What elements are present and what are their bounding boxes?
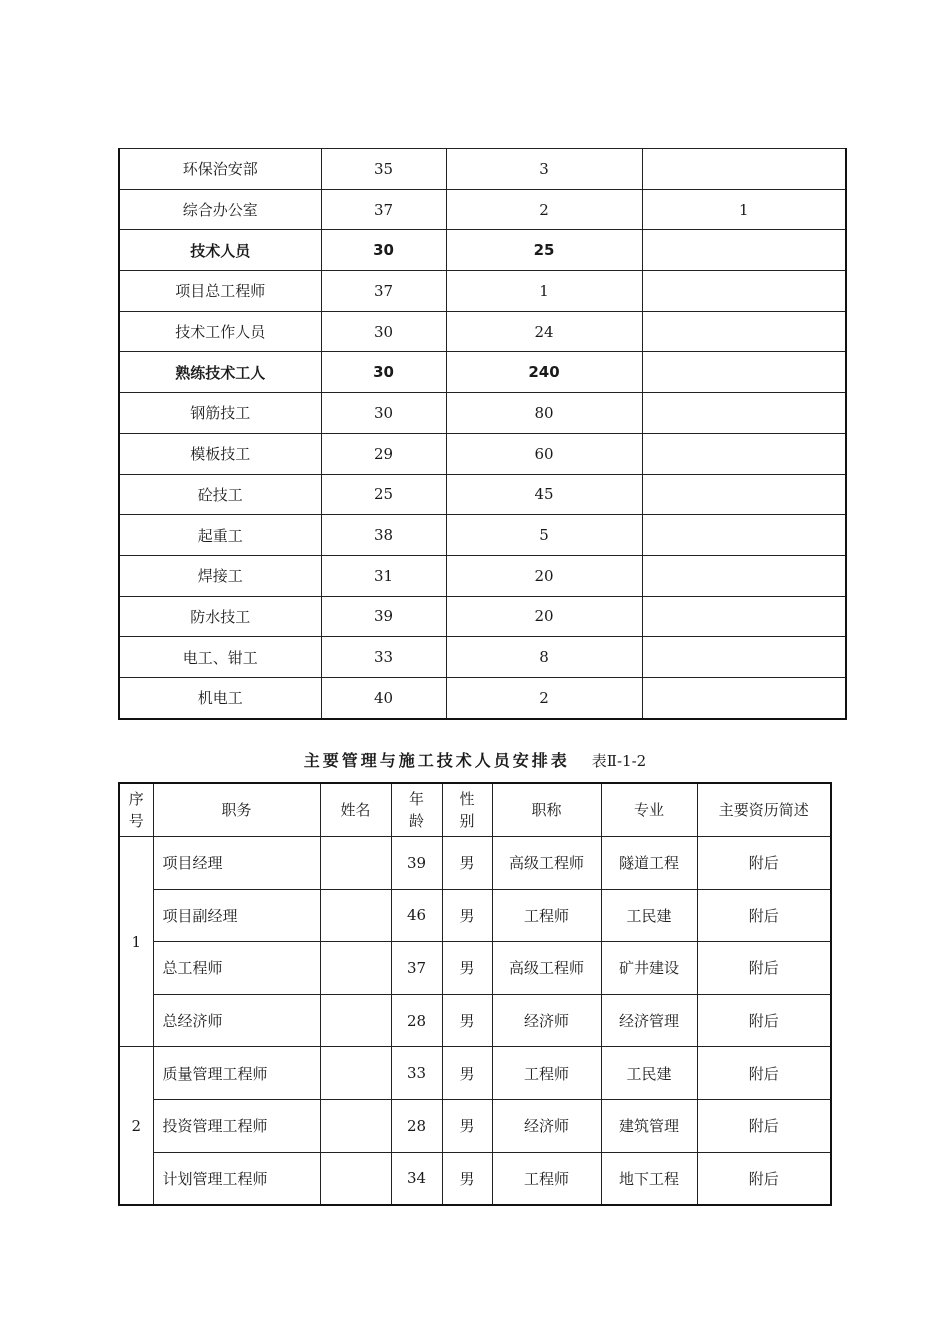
- position-cell: 总经济师: [153, 994, 320, 1047]
- age-cell: 46: [391, 889, 442, 942]
- table-caption: [0, 748, 950, 771]
- name-cell: [320, 1099, 391, 1152]
- position-cell: 投资管理工程师: [153, 1099, 320, 1152]
- role-cell: 钢筋技工: [119, 393, 321, 434]
- count-cell: 20: [446, 596, 642, 637]
- note-cell: [642, 352, 846, 393]
- count-cell: 80: [446, 393, 642, 434]
- title-cell: 经济师: [492, 1099, 601, 1152]
- note-cell: [642, 677, 846, 718]
- resume-cell: 附后: [697, 1047, 831, 1100]
- gender-cell: 男: [442, 1047, 492, 1100]
- name-cell: [320, 942, 391, 995]
- table-row: [119, 555, 846, 596]
- table-row: [119, 942, 831, 995]
- resume-cell: 附后: [697, 837, 831, 890]
- age-cell: 37: [391, 942, 442, 995]
- count-cell: 8: [446, 637, 642, 678]
- table-row: [119, 677, 846, 718]
- count-cell: 2: [446, 189, 642, 230]
- count-cell: 20: [446, 555, 642, 596]
- seq-cell: 1: [119, 837, 153, 1047]
- title-cell: 高级工程师: [492, 942, 601, 995]
- table-row: [119, 352, 846, 393]
- age-cell: 33: [391, 1047, 442, 1100]
- resume-cell: 附后: [697, 889, 831, 942]
- age-cell: 30: [321, 311, 446, 352]
- resume-cell: 附后: [697, 1152, 831, 1205]
- position-cell: 计划管理工程师: [153, 1152, 320, 1205]
- age-cell: 25: [321, 474, 446, 515]
- major-cell: 经济管理: [601, 994, 697, 1047]
- count-cell: 1: [446, 271, 642, 312]
- gender-cell: 男: [442, 837, 492, 890]
- name-cell: [320, 837, 391, 890]
- count-cell: 25: [446, 230, 642, 271]
- header-position: 职务: [153, 783, 320, 837]
- age-cell: 34: [391, 1152, 442, 1205]
- header-title: 职称: [492, 783, 601, 837]
- table-header-row: [119, 783, 831, 837]
- table-title: 主要管理与施工技术人员安排表: [303, 751, 570, 770]
- age-cell: 28: [391, 1099, 442, 1152]
- note-cell: [642, 149, 846, 190]
- name-cell: [320, 889, 391, 942]
- position-cell: 总工程师: [153, 942, 320, 995]
- note-cell: [642, 230, 846, 271]
- table-row: [119, 230, 846, 271]
- major-cell: 地下工程: [601, 1152, 697, 1205]
- table-row: [119, 837, 831, 890]
- role-cell: 焊接工: [119, 555, 321, 596]
- header-age: 年 龄: [391, 783, 442, 837]
- table-row: [119, 889, 831, 942]
- header-gender: 性 别: [442, 783, 492, 837]
- note-cell: [642, 596, 846, 637]
- title-cell: 工程师: [492, 1047, 601, 1100]
- age-cell: 30: [321, 352, 446, 393]
- position-cell: 项目副经理: [153, 889, 320, 942]
- seq-cell: 2: [119, 1047, 153, 1205]
- table-row: [119, 311, 846, 352]
- major-cell: 工民建: [601, 1047, 697, 1100]
- age-cell: 30: [321, 393, 446, 434]
- key-personnel-table: [118, 782, 832, 1206]
- role-cell: 项目总工程师: [119, 271, 321, 312]
- count-cell: 2: [446, 677, 642, 718]
- age-cell: 33: [321, 637, 446, 678]
- table-row: [119, 393, 846, 434]
- table-row: [119, 474, 846, 515]
- count-cell: 240: [446, 352, 642, 393]
- name-cell: [320, 1047, 391, 1100]
- name-cell: [320, 994, 391, 1047]
- position-cell: 质量管理工程师: [153, 1047, 320, 1100]
- title-cell: 工程师: [492, 889, 601, 942]
- count-cell: 45: [446, 474, 642, 515]
- staffing-table: [118, 148, 847, 720]
- age-cell: 38: [321, 515, 446, 556]
- age-cell: 35: [321, 149, 446, 190]
- table-row: [119, 515, 846, 556]
- gender-cell: 男: [442, 889, 492, 942]
- gender-cell: 男: [442, 1152, 492, 1205]
- age-cell: 28: [391, 994, 442, 1047]
- gender-cell: 男: [442, 942, 492, 995]
- header-resume: 主要资历简述: [697, 783, 831, 837]
- note-cell: [642, 637, 846, 678]
- header-name: 姓名: [320, 783, 391, 837]
- table-row: [119, 1152, 831, 1205]
- table-row: [119, 637, 846, 678]
- age-cell: 29: [321, 433, 446, 474]
- count-cell: 5: [446, 515, 642, 556]
- header-major: 专业: [601, 783, 697, 837]
- note-cell: [642, 433, 846, 474]
- major-cell: 矿井建设: [601, 942, 697, 995]
- note-cell: [642, 271, 846, 312]
- major-cell: 建筑管理: [601, 1099, 697, 1152]
- role-cell: 防水技工: [119, 596, 321, 637]
- role-cell: 熟练技术工人: [119, 352, 321, 393]
- table-row: [119, 189, 846, 230]
- table-row: [119, 149, 846, 190]
- age-cell: 37: [321, 271, 446, 312]
- note-cell: [642, 555, 846, 596]
- header-seq: 序 号: [119, 783, 153, 837]
- count-cell: 3: [446, 149, 642, 190]
- name-cell: [320, 1152, 391, 1205]
- age-cell: 39: [321, 596, 446, 637]
- table-row: [119, 1099, 831, 1152]
- role-cell: 模板技工: [119, 433, 321, 474]
- age-cell: 39: [391, 837, 442, 890]
- role-cell: 机电工: [119, 677, 321, 718]
- age-cell: 30: [321, 230, 446, 271]
- role-cell: 环保治安部: [119, 149, 321, 190]
- age-cell: 40: [321, 677, 446, 718]
- title-cell: 高级工程师: [492, 837, 601, 890]
- note-cell: [642, 393, 846, 434]
- role-cell: 砼技工: [119, 474, 321, 515]
- gender-cell: 男: [442, 994, 492, 1047]
- age-cell: 31: [321, 555, 446, 596]
- table-row: [119, 433, 846, 474]
- resume-cell: 附后: [697, 942, 831, 995]
- role-cell: 起重工: [119, 515, 321, 556]
- note-cell: [642, 474, 846, 515]
- table-row: [119, 596, 846, 637]
- resume-cell: 附后: [697, 994, 831, 1047]
- major-cell: 隧道工程: [601, 837, 697, 890]
- title-cell: 工程师: [492, 1152, 601, 1205]
- role-cell: 综合办公室: [119, 189, 321, 230]
- note-cell: 1: [642, 189, 846, 230]
- note-cell: [642, 515, 846, 556]
- major-cell: 工民建: [601, 889, 697, 942]
- table-row: [119, 271, 846, 312]
- count-cell: 60: [446, 433, 642, 474]
- gender-cell: 男: [442, 1099, 492, 1152]
- role-cell: 技术人员: [119, 230, 321, 271]
- title-cell: 经济师: [492, 994, 601, 1047]
- role-cell: 电工、钳工: [119, 637, 321, 678]
- role-cell: 技术工作人员: [119, 311, 321, 352]
- count-cell: 24: [446, 311, 642, 352]
- position-cell: 项目经理: [153, 837, 320, 890]
- table-row: [119, 1047, 831, 1100]
- age-cell: 37: [321, 189, 446, 230]
- resume-cell: 附后: [697, 1099, 831, 1152]
- table-row: [119, 994, 831, 1047]
- table-code: 表Ⅱ-1-2: [591, 752, 647, 770]
- note-cell: [642, 311, 846, 352]
